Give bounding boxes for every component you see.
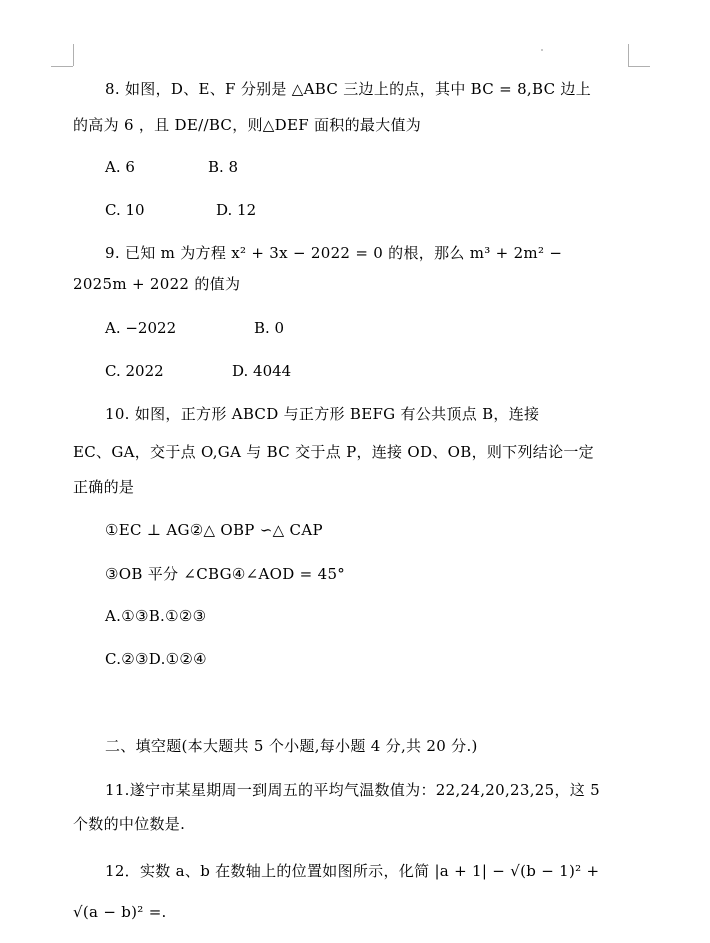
- section-heading: 二、填空题(本大题共 5 个小题,每小题 4 分,共 20 分.): [105, 737, 478, 755]
- q12-line1: 12．实数 a、b 在数轴上的位置如图所示，化简 |a + 1| − √(b − 1)² +: [105, 862, 600, 880]
- q9-option-c: C. 2022: [105, 362, 164, 380]
- q9-line1: 9. 已知 m 为方程 x² + 3x − 2022 = 0 的根，那么 m³ + 2m² −: [105, 244, 563, 262]
- q9-line2: 2025m + 2022 的值为: [73, 275, 241, 293]
- q10-line3: 正确的是: [73, 478, 135, 496]
- crop-mark-top-left: [73, 44, 74, 66]
- crop-mark-top-right: [628, 66, 650, 67]
- crop-mark-top-right: [628, 44, 629, 66]
- q10-line1: 10. 如图，正方形 ABCD 与正方形 BEFG 有公共顶点 B，连接: [105, 405, 540, 423]
- crop-mark-top-left: [51, 66, 73, 67]
- q10-options-cd: C.②③D.①②④: [105, 650, 207, 668]
- q9-option-b: B. 0: [254, 319, 285, 337]
- q12-line2: √(a − b)² =.: [73, 903, 167, 921]
- q9-option-d: D. 4044: [232, 362, 292, 380]
- q10-options-ab: A.①③B.①②③: [105, 607, 207, 625]
- q10-statement-1-2: ①EC ⊥ AG②△ OBP ∽△ CAP: [105, 521, 323, 539]
- q11-line1: 11.遂宁市某星期周一到周五的平均气温数值为：22,24,20,23,25，这 5: [105, 781, 600, 799]
- q8-option-d: D. 12: [216, 201, 257, 219]
- q8-option-b: B. 8: [208, 158, 239, 176]
- q9-option-a: A. −2022: [105, 319, 177, 337]
- q11-line2: 个数的中位数是.: [73, 815, 186, 833]
- q8-line1: 8. 如图，D、E、F 分别是 △ABC 三边上的点，其中 BC = 8,BC 边上: [105, 80, 592, 98]
- q10-line2: EC、GA，交于点 O,GA 与 BC 交于点 P，连接 OD、OB，则下列结论一定: [73, 443, 594, 461]
- speck: [541, 49, 543, 51]
- q10-statement-3-4: ③OB 平分 ∠CBG④∠AOD = 45°: [105, 565, 346, 583]
- q8-option-a: A. 6: [105, 158, 135, 176]
- q8-line2: 的高为 6 ，且 DE//BC，则△DEF 面积的最大值为: [73, 116, 422, 134]
- q8-option-c: C. 10: [105, 201, 145, 219]
